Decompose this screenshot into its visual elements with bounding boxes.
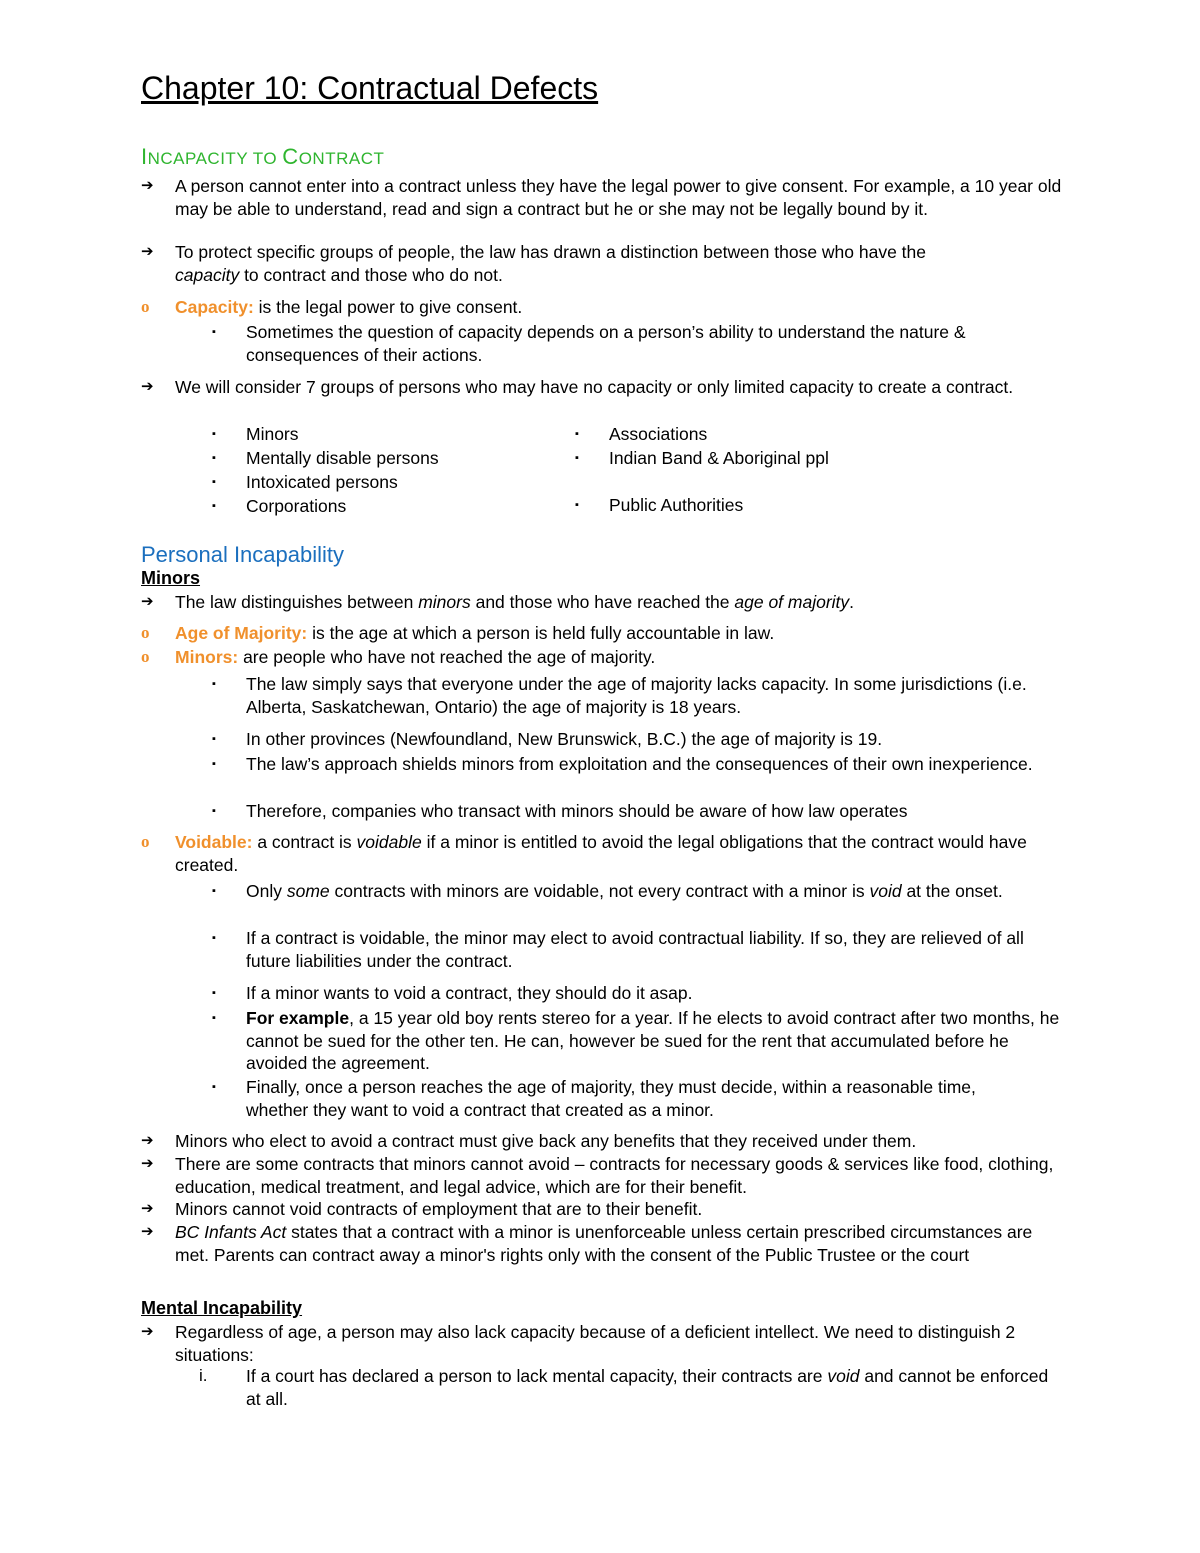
list-item: Corporations — [246, 496, 347, 516]
paragraph-minors-1: The law distinguishes between minors and those who have reached the age of majority. — [175, 592, 855, 612]
circle-bullet-icon: o — [141, 297, 150, 316]
voidable-sub-point: For example, a 15 year old boy rents stereo for a year. If he elects to avoid contract after two months, he cannot be sued for the other ten. He can, however be sued for the rent that accumulated before he avoided the agreement. — [246, 1008, 1060, 1073]
circle-bullet-icon: o — [141, 832, 150, 851]
arrow-bullet-icon: ➔ — [141, 243, 154, 260]
arrow-bullet-icon: ➔ — [141, 1223, 154, 1240]
square-bullet-icon: ▪ — [575, 499, 579, 511]
paragraph-groups-intro: We will consider 7 groups of persons who may have no capacity or only limited capacity to create a contract. — [175, 377, 1014, 397]
list-item: Mentally disable persons — [246, 448, 439, 468]
voidable-sub-point: If a contract is voidable, the minor may elect to avoid contractual liability. If so, they are relieved of all future liabilities under the contract. — [246, 928, 1024, 971]
minors-sub-point: Therefore, companies who transact with minors should be aware of how law operates — [246, 801, 908, 821]
paragraph-minors-3: There are some contracts that minors cannot avoid – contracts for necessary goods & services like food, clothing, education, medical treatment, and legal advice, which are for their benefit. — [175, 1154, 1054, 1197]
definition-capacity: Capacity: is the legal power to give consent. — [175, 297, 523, 317]
square-bullet-icon: ▪ — [212, 932, 216, 944]
list-item: Associations — [609, 424, 708, 444]
list-item: Intoxicated persons — [246, 472, 398, 492]
square-bullet-icon: ▪ — [575, 452, 579, 464]
circle-bullet-icon: o — [141, 647, 150, 666]
arrow-bullet-icon: ➔ — [141, 1323, 154, 1340]
minors-sub-point: The law’s approach shields minors from exploitation and the consequences of their own inexperience. — [246, 754, 1033, 774]
arrow-bullet-icon: ➔ — [141, 593, 154, 610]
voidable-sub-point: Only some contracts with minors are voidable, not every contract with a minor is void at the onset. — [246, 881, 1003, 901]
square-bullet-icon: ▪ — [212, 500, 216, 512]
arrow-bullet-icon: ➔ — [141, 378, 154, 395]
square-bullet-icon: ▪ — [212, 987, 216, 999]
capacity-sub-point: Sometimes the question of capacity depends on a person’s ability to understand the nature & consequences of their actions. — [246, 322, 966, 365]
list-item: Minors — [246, 424, 299, 444]
square-bullet-icon: ▪ — [212, 428, 216, 440]
definition-minors: Minors: are people who have not reached the age of majority. — [175, 647, 656, 667]
square-bullet-icon: ▪ — [212, 805, 216, 817]
voidable-sub-point: If a minor wants to void a contract, they should do it asap. — [246, 983, 693, 1003]
square-bullet-icon: ▪ — [212, 326, 216, 338]
paragraph-mental-1: Regardless of age, a person may also lack capacity because of a deficient intellect. We need to distinguish 2 situations: — [175, 1322, 1016, 1365]
square-bullet-icon: ▪ — [212, 678, 216, 690]
minors-sub-point: The law simply says that everyone under the age of majority lacks capacity. In some jurisdictions (i.e. Alberta, Saskatchewan, Ontario) the age of majority is 18 years. — [246, 674, 1027, 717]
paragraph-minors-2: Minors who elect to avoid a contract must give back any benefits that they received under them. — [175, 1131, 917, 1151]
paragraph-minors-4: Minors cannot void contracts of employment that are to their benefit. — [175, 1199, 703, 1219]
definition-age-of-majority: Age of Majority: is the age at which a person is held fully accountable in law. — [175, 623, 775, 643]
mental-sub-point: If a court has declared a person to lack mental capacity, their contracts are void and cannot be enforced at all. — [246, 1366, 1049, 1409]
list-item: Indian Band & Aboriginal ppl — [609, 448, 829, 468]
square-bullet-icon: ▪ — [212, 885, 216, 897]
square-bullet-icon: ▪ — [212, 1081, 216, 1093]
list-item: Public Authorities — [609, 495, 744, 515]
circle-bullet-icon: o — [141, 623, 150, 642]
definition-voidable: Voidable: a contract is voidable if a minor is entitled to avoid the legal obligations that the contract would have created. — [175, 832, 1027, 875]
paragraph-minors-5: BC Infants Act states that a contract with a minor is unenforceable unless certain prescribed circumstances are met. Parents can contract away a minor's rights only with the consent of the Public Trustee or the court — [175, 1222, 1033, 1265]
section-heading-personal: Personal Incapability — [141, 542, 345, 567]
voidable-sub-point: Finally, once a person reaches the age of majority, they must decide, within a reasonable time, whether they want to void a contract that created as a minor. — [246, 1077, 976, 1120]
section-heading-incapacity: INCAPACITY TO CONTRACT — [141, 144, 385, 169]
arrow-bullet-icon: ➔ — [141, 177, 154, 194]
subheading-minors: Minors — [141, 568, 201, 588]
arrow-bullet-icon: ➔ — [141, 1200, 154, 1217]
paragraph-intro-1: A person cannot enter into a contract unless they have the legal power to give consent. For example, a 10 year old may be able to understand, read and sign a contract but he or she may not be legally bound by it. — [175, 176, 1062, 219]
square-bullet-icon: ▪ — [212, 452, 216, 464]
page-title: Chapter 10: Contractual Defects — [141, 70, 599, 106]
subheading-mental: Mental Incapability — [141, 1298, 303, 1318]
square-bullet-icon: ▪ — [575, 428, 579, 440]
square-bullet-icon: ▪ — [212, 476, 216, 488]
arrow-bullet-icon: ➔ — [141, 1132, 154, 1149]
minors-sub-point: In other provinces (Newfoundland, New Brunswick, B.C.) the age of majority is 19. — [246, 729, 883, 749]
arrow-bullet-icon: ➔ — [141, 1155, 154, 1172]
square-bullet-icon: ▪ — [212, 1012, 216, 1024]
roman-numeral-marker: i. — [199, 1366, 208, 1385]
square-bullet-icon: ▪ — [212, 733, 216, 745]
square-bullet-icon: ▪ — [212, 758, 216, 770]
paragraph-intro-2: To protect specific groups of people, the law has drawn a distinction between those who have the capacity to contract and those who do not. — [175, 242, 927, 285]
